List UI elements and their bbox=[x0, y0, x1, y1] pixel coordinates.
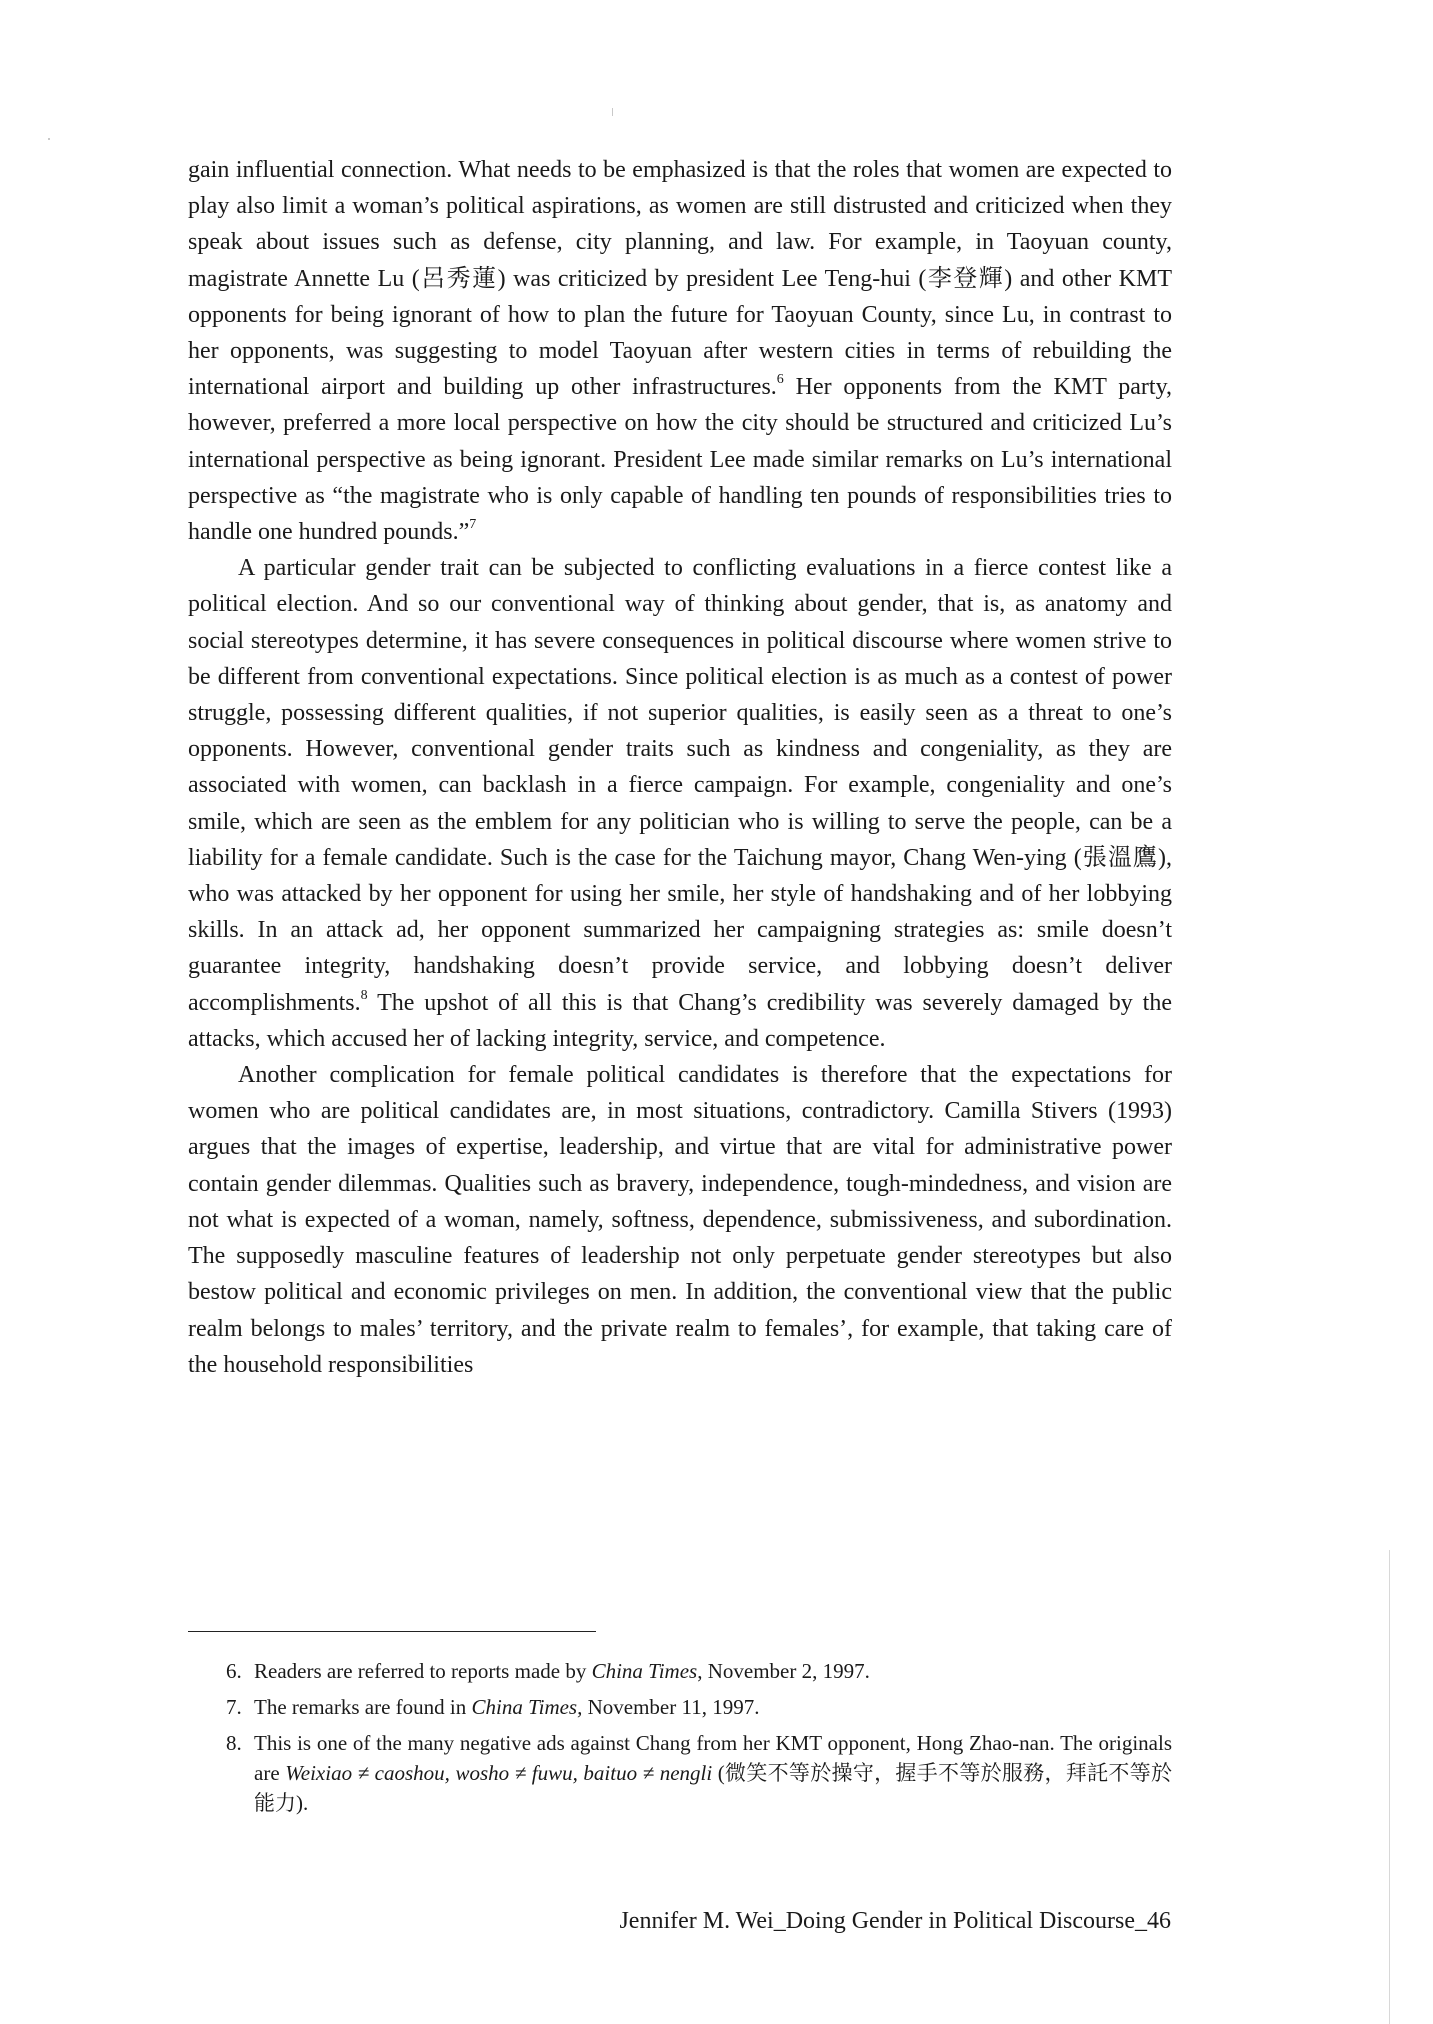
scan-speck bbox=[612, 108, 613, 116]
footnote-romanized-slogans: Weixiao ≠ caoshou, wosho ≠ fuwu, baituo ≠ nengli bbox=[285, 1761, 713, 1785]
paragraph-1-text-a: gain influential connection. What needs to be emphasized is that the roles that women are expected to play also limit a woman’s political aspirations, as women are still distrusted and criticized when they speak about issues such as defense, city planning, and law. For example, in Taoyuan county, magistrate Annette Lu (呂秀蓮) was criticized by president Lee Teng-hui (李登輝) and other KMT opponents for being ignorant of how to plan the future for Taoyuan County, since Lu, in contrast to her opponents, was suggesting to model Taoyuan after western cities in terms of rebuilding the international airport and building up other infrastructures. bbox=[188, 157, 1172, 401]
page-footer: Jennifer M. Wei_Doing Gender in Political Discourse_46 bbox=[619, 1908, 1171, 1934]
footnote-8 bbox=[226, 1728, 1172, 1818]
footnote-number: 8. bbox=[226, 1731, 242, 1755]
footnotes bbox=[226, 1656, 1172, 1824]
footnote-separator bbox=[188, 1631, 596, 1632]
footnote-text bbox=[254, 1728, 1172, 1818]
footnote-text-before: The remarks are found in bbox=[254, 1695, 472, 1719]
footnote-text-after: November 11, 1997. bbox=[582, 1695, 760, 1719]
footnote-source-title: China Times bbox=[591, 1659, 698, 1683]
paragraph-2-text-a: A particular gender trait can be subjected to conflicting evaluations in a fierce contest like a political election. And so our conventional way of thinking about gender, that is, as anatomy and social stereotypes determine, it has severe consequences in political discourse where women strive to be different from conventional expectations. Since political election is as much as a contest of power struggle, possessing different qualities, if not superior qualities, is easily seen as a threat to one’s opponents. However, conventional gender traits such as kindness and congeniality, as they are associated with women, can backlash in a fierce campaign. For example, congeniality and one’s smile, which are seen as the emblem for any politician who is willing to serve the people, can be a liability for a female candidate. Such is the case for the Taichung mayor, Chang Wen-ying (張溫鷹), who was attacked by her opponent for using her smile, her style of handshaking and of her lobbying skills. In an attack ad, her opponent summarized her campaigning strategies as: smile doesn’t guarantee integrity, handshaking doesn’t provide service, and lobbying doesn’t deliver accomplishments. bbox=[188, 555, 1172, 1016]
paragraph-2-text-b: The upshot of all this is that Chang’s credibility was severely damaged by the attacks, which accused her of lacking integrity, service, and competence. bbox=[188, 989, 1172, 1052]
paragraph-3-text: Another complication for female political candidates is therefore that the expectations for women who are political candidates are, in most situations, contradictory. Camilla Stivers (1993) argues that the images of expertise, leadership, and virtue that are vital for administrative power contain gender dilemmas. Qualities such as bravery, independence, tough-mindedness, and vision are not what is expected of a woman, namely, softness, dependence, submissiveness, and subordination. The supposedly masculine features of leadership not only perpetuate gender stereotypes but also bestow political and economic privileges on men. In addition, the conventional view that the public realm belongs to males’ territory, and the private realm to females’, for example, that taking care of the household responsibilities bbox=[188, 1062, 1172, 1378]
footnote-text-after: (微笑不等於操守，握手不等於服務，拜託不等於能力). bbox=[254, 1761, 1172, 1815]
scan-edge-line bbox=[1389, 1550, 1390, 2024]
paragraph-1 bbox=[188, 152, 1172, 550]
paragraph-1-text-b: Her opponents from the KMT party, however, preferred a more local perspective on how the city should be structured and criticized Lu’s international perspective as being ignorant. President Lee made similar remarks on Lu’s international perspective as “the magistrate who is only capable of handling ten pounds of responsibilities tries to handle one hundred pounds.” bbox=[188, 374, 1173, 546]
footnote-text-after: , November 2, 1997. bbox=[697, 1659, 870, 1683]
footnote-ref-7[interactable]: 7 bbox=[469, 517, 477, 533]
footnote-text bbox=[254, 1692, 1172, 1722]
footnote-7 bbox=[226, 1692, 1172, 1722]
footnote-number: 6. bbox=[226, 1659, 242, 1683]
footnote-source-title: China Times, bbox=[471, 1695, 583, 1719]
paragraph-2 bbox=[188, 550, 1172, 1057]
footnote-text bbox=[254, 1656, 1172, 1686]
footnote-6 bbox=[226, 1656, 1172, 1686]
footnote-text-before: Readers are referred to reports made by bbox=[254, 1659, 592, 1683]
footnote-text-before: This is one of the many negative ads against Chang from her KMT opponent, Hong Zhao-nan. The originals are bbox=[254, 1731, 1172, 1785]
paragraph-3 bbox=[188, 1057, 1172, 1383]
body-text bbox=[188, 152, 1172, 1383]
footnote-ref-6[interactable]: 6 bbox=[776, 372, 784, 388]
footnote-ref-8[interactable]: 8 bbox=[360, 987, 368, 1003]
footnote-number: 7. bbox=[226, 1695, 242, 1719]
scan-speck bbox=[48, 138, 50, 140]
